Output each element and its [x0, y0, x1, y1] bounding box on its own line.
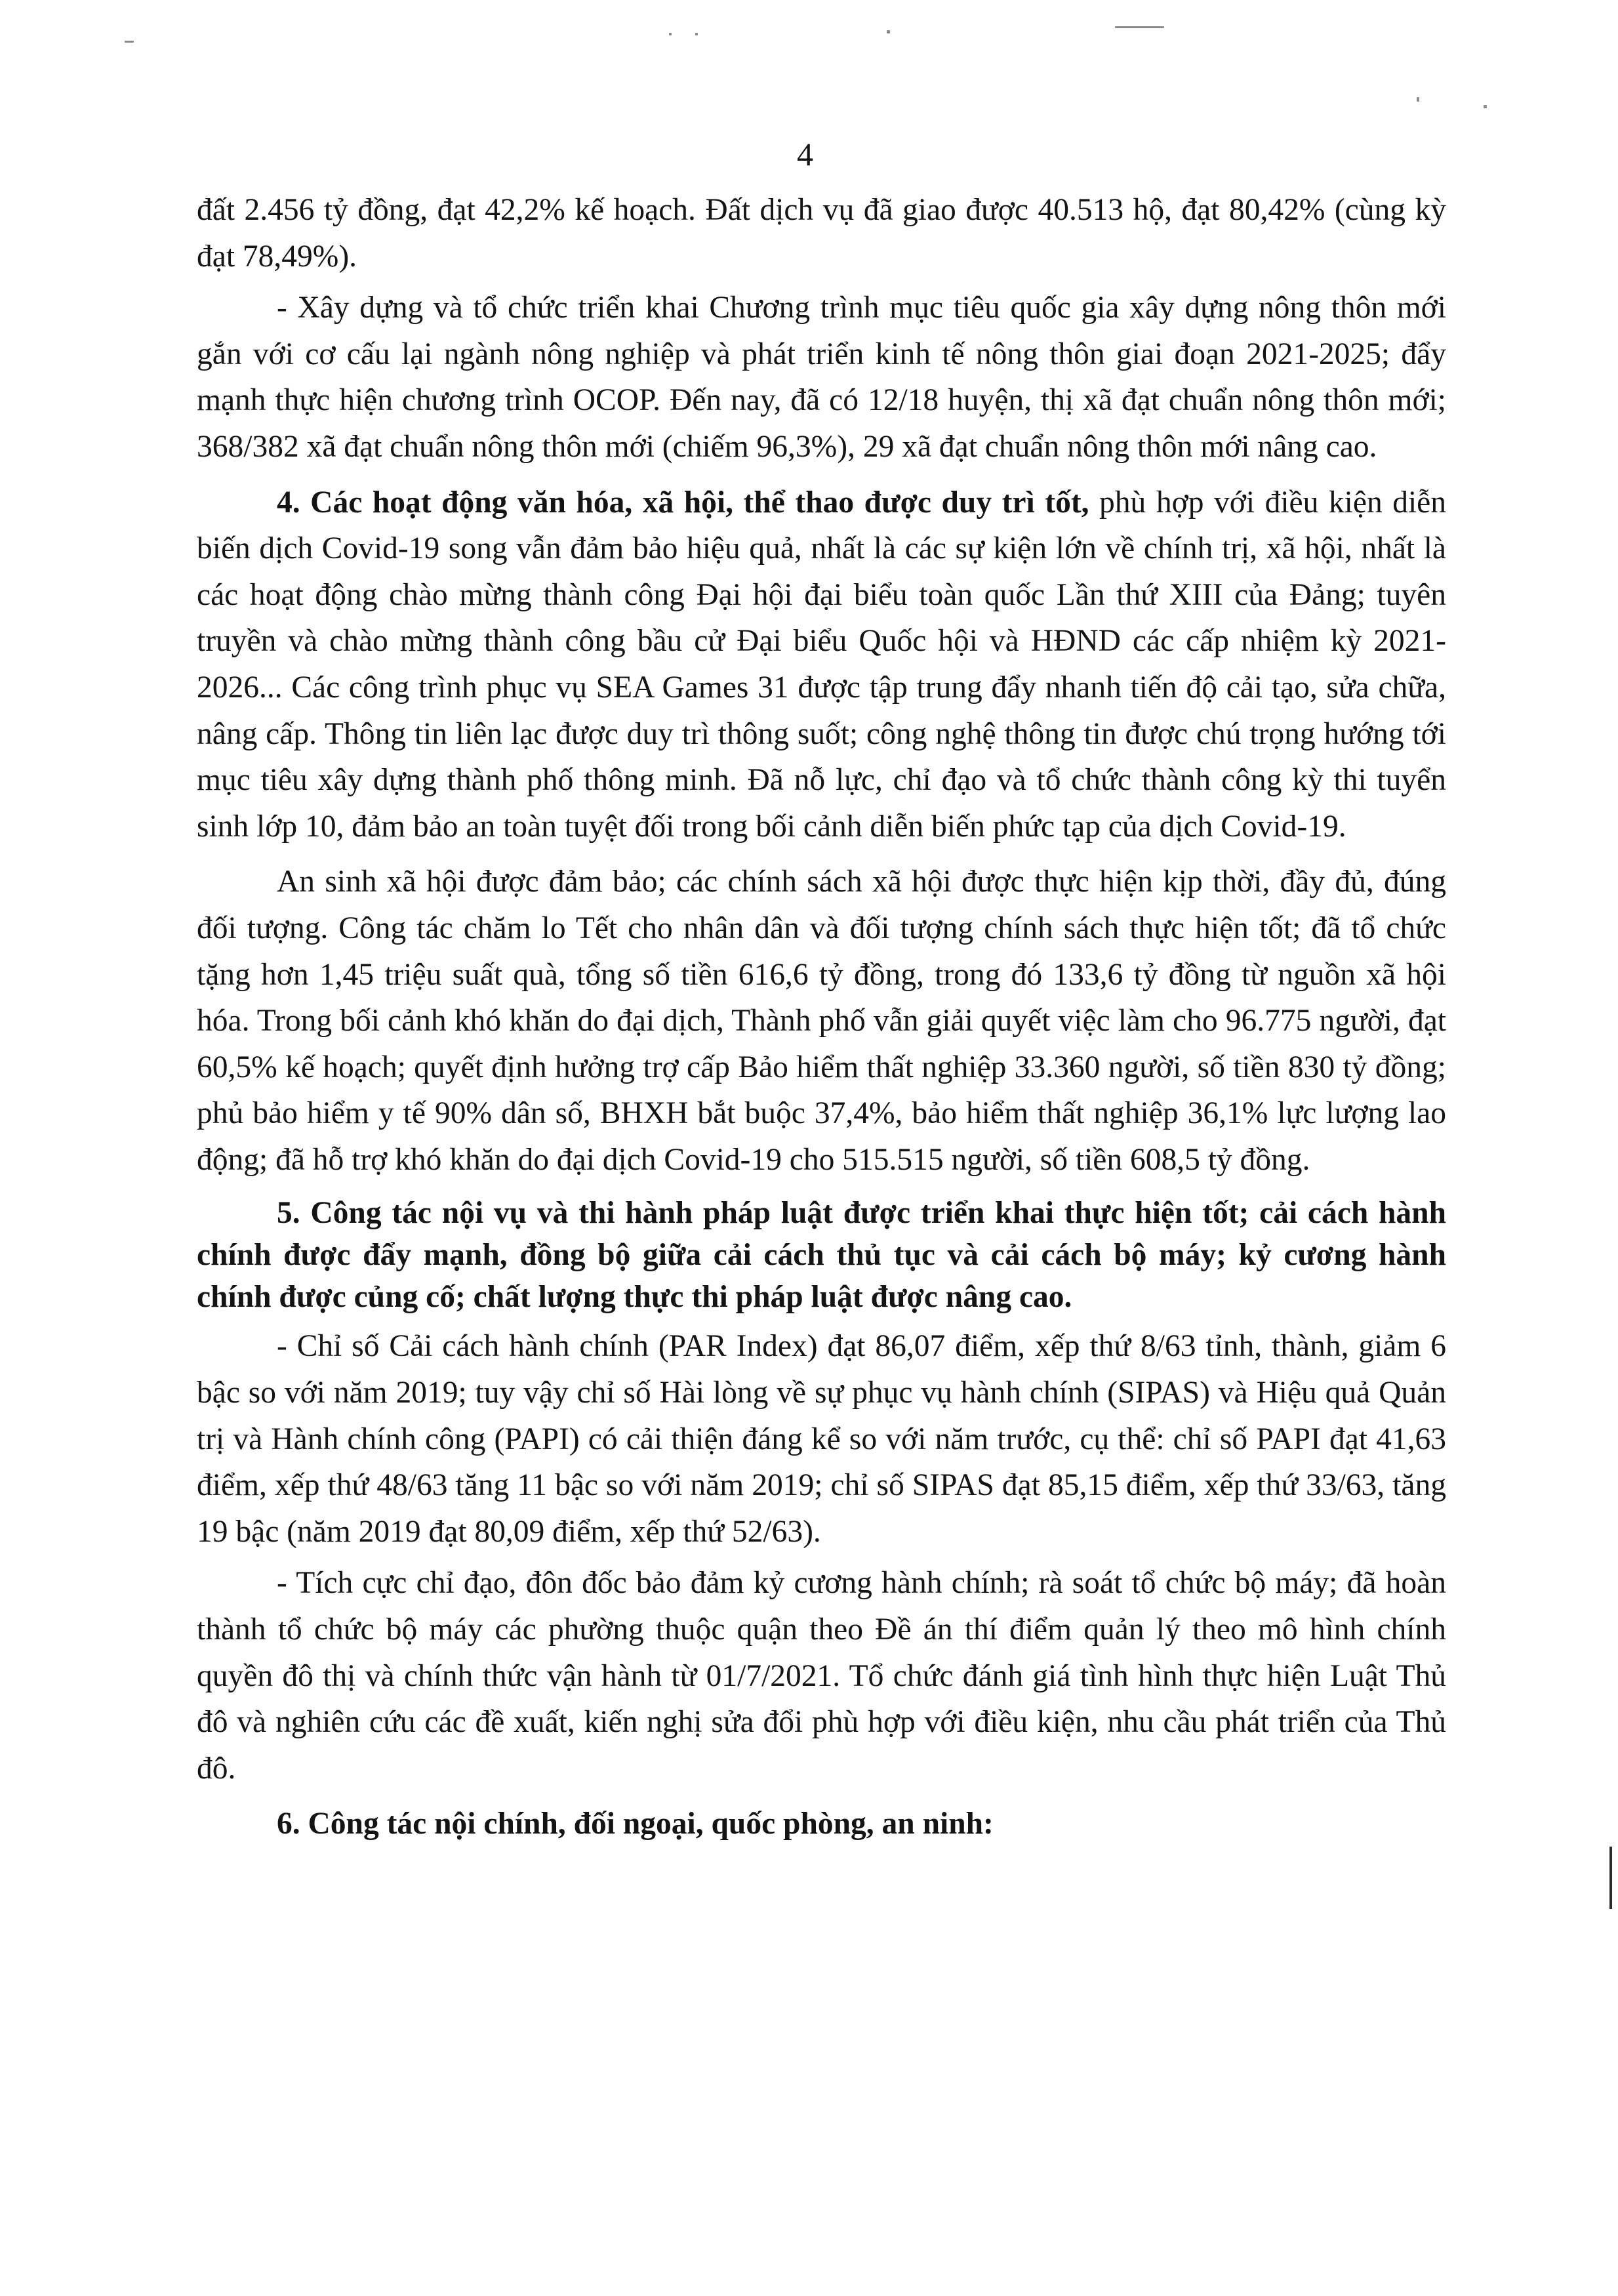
- scan-speck: [1484, 105, 1487, 108]
- section-4-heading-continuation: phù hợp với điều: [1089, 485, 1319, 520]
- section-4-heading: 4. Các hoạt động văn hóa, xã hội, thể thao được duy trì tốt,: [277, 485, 1089, 520]
- paragraph-section-4: [197, 480, 1446, 850]
- scan-speck: [1115, 26, 1164, 28]
- section-5-heading: 5. Công tác nội vụ và thi hành pháp luật được triển khai thực hiện tốt; cải cách hành chính được đẩy mạnh, đồng bộ giữa cải cách thủ tục và cải cách bộ máy; kỷ cương hành chính được củng cố; chất lượng thực thi pháp luật được nâng cao.: [197, 1196, 1446, 1315]
- scan-margin-mark: [1609, 1847, 1612, 1909]
- paragraph-social-security: An sinh xã hội được đảm bảo; các chính sách xã hội được thực hiện kịp thời, đầy đủ, đúng đối tượng. Công tác chăm lo Tết cho nhân dân và đối tượng chính sách thực hiện tốt; đã tổ chức tặng hơn 1,45 triệu suất quà, tổng số tiền 616,6 tỷ đồng, trong đó 133,6 tỷ đồng từ nguồn xã hội hóa. Trong bối cảnh khó khăn do đại dịch, Thành phố vẫn giải quyết việc làm cho 96.775 người, đạt 60,5% kế hoạch; quyết định hưởng trợ cấp Bảo hiểm thất nghiệp 33.360 người, số tiền 830 tỷ đồng; phủ bảo hiểm y tế 90% dân số, BHXH bắt buộc 37,4%, bảo hiểm thất nghiệp 36,1% lực lượng lao động; đã hỗ trợ khó khăn do đại dịch Covid-19 cho 515.515 người, số tiền 608,5 tỷ đồng.: [197, 865, 1446, 1177]
- section-4-body: kiện diễn biến dịch Covid-19 song vẫn đảm bảo hiệu quả, nhất là các sự kiện lớn về chính trị, xã hội, nhất là các hoạt động chào mừng thành công Đại hội đại biểu toàn quốc Lần thứ XIII của Đảng; tuyên truyền và chào mừng thành công bầu cử Đại biểu Quốc hội và HĐND các cấp nhiệm kỳ 2021-2026... Các công trình phục vụ SEA Games 31 được tập trung đẩy nhanh tiến độ cải tạo, sửa chữa, nâng cấp. Thông tin liên lạc được duy trì thông suốt; công nghệ thông tin được chú trọng hướng tới mục tiêu xây dựng thành phố thông minh. Đã nỗ lực, chỉ đạo và tổ chức thành công kỳ thi tuyển sinh lớp 10, đảm bảo an toàn tuyệt đối trong bối cảnh diễn biến phức tạp của dịch Covid-19.: [197, 485, 1447, 844]
- scan-speck: [887, 30, 890, 33]
- document-body: [197, 187, 1446, 1847]
- page-number: 4: [797, 136, 813, 173]
- paragraph-administrative-discipline: - Tích cực chỉ đạo, đôn đốc bảo đảm kỷ cương hành chính; rà soát tổ chức bộ máy; đã hoàn thành tổ chức bộ máy các phường thuộc quận theo Đề án thí điểm quản lý theo mô hình chính quyền đô thị và chính thức vận hành từ 01/7/2021. Tổ chức đánh giá tình hình thực hiện Luật Thủ đô và nghiên cứu các đề xuất, kiến nghị sửa đổi phù hợp với điều kiện, nhu cầu phát triển của Thủ đô.: [197, 1566, 1446, 1786]
- paragraph-new-rural-program: - Xây dựng và tổ chức triển khai Chương trình mục tiêu quốc gia xây dựng nông thôn mới gắn với cơ cấu lại ngành nông nghiệp và phát triển kinh tế nông thôn giai đoạn 2021-2025; đẩy mạnh thực hiện chương trình OCOP. Đến nay, đã có 12/18 huyện, thị xã đạt chuẩn nông thôn mới; 368/382 xã đạt chuẩn nông thôn mới (chiếm 96,3%), 29 xã đạt chuẩn nông thôn mới nâng cao.: [197, 291, 1446, 464]
- scan-speck: [125, 41, 134, 43]
- scan-speck: [669, 33, 672, 35]
- scan-speck: [1417, 97, 1419, 102]
- scan-speck: [695, 33, 698, 35]
- section-6-heading: 6. Công tác nội chính, đối ngoại, quốc phòng, an ninh:: [277, 1807, 994, 1841]
- paragraph-land-allocation: đất 2.456 tỷ đồng, đạt 42,2% kế hoạch. Đất dịch vụ đã giao được 40.513 hộ, đạt 80,42% (cùng kỳ đạt 78,49%).: [197, 193, 1446, 274]
- paragraph-par-index: - Chỉ số Cải cách hành chính (PAR Index) đạt 86,07 điểm, xếp thứ 8/63 tỉnh, thành, giảm 6 bậc so với năm 2019; tuy vậy chỉ số Hài lòng về sự phục vụ hành chính (SIPAS) và Hiệu quả Quản trị và Hành chính công (PAPI) có cải thiện đáng kể so với năm trước, cụ thể: chỉ số PAPI đạt 41,63 điểm, xếp thứ 48/63 tăng 11 bậc so với năm 2019; chỉ số SIPAS đạt 85,15 điểm, xếp thứ 33/63, tăng 19 bậc (năm 2019 đạt 80,09 điểm, xếp thứ 52/63).: [197, 1329, 1446, 1549]
